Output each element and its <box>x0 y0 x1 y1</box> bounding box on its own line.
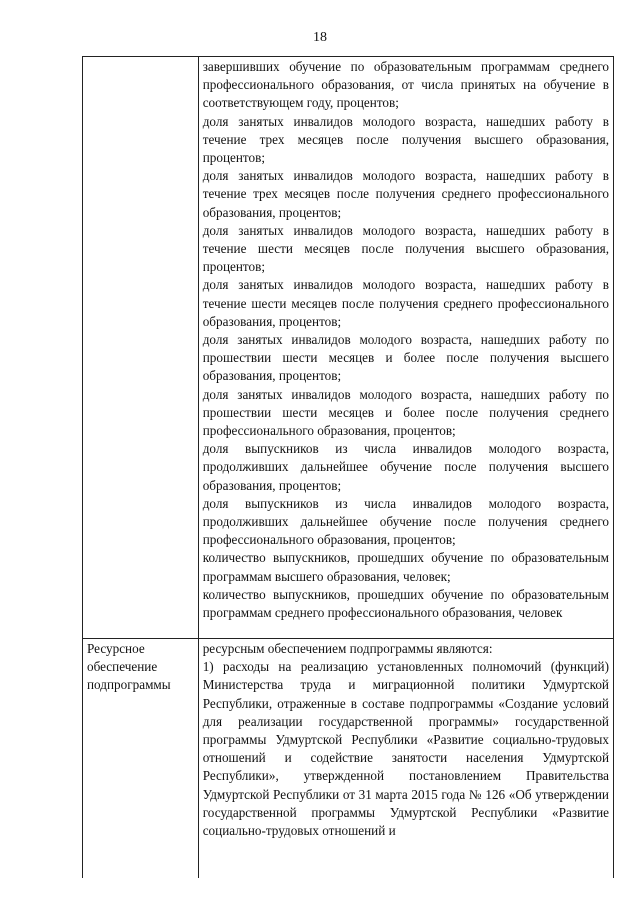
table-cell-content <box>198 639 613 879</box>
paragraph: доля занятых инвалидов молодого возраста, нашедших работу по прошествии шести месяцев и более после получения среднего профессионального образования, процентов; <box>202 386 609 439</box>
page-number: 18 <box>313 30 327 45</box>
paragraph: доля занятых инвалидов молодого возраста, нашедших работу в течение шести месяцев после получения высшего образования, процентов; <box>202 222 609 275</box>
table-cell-label <box>83 639 199 879</box>
paragraph: 1) расходы на реализацию установленных полномочий (функций) Министерства труда и миграционной политики Удмуртской Республики, отраженные в составе подпрограммы «Создание условий для реализации государственной программы» государственной программы Удмуртской Республики «Развитие социально-трудовых отношений и содействие занятости населения Удмуртской Республики», утвержденной постановлением Правительства Удмуртской Республики от 31 марта 2015 года № 126 «Об утверждении государственной программы Удмуртской Республики «Развитие социально-трудовых отношений и <box>202 659 609 839</box>
paragraph: доля занятых инвалидов молодого возраста, нашедших работу в течение трех месяцев после получения среднего профессионального образования, процентов; <box>202 168 609 220</box>
paragraph: доля занятых инвалидов молодого возраста, нашедших работу в течение трех месяцев после получения высшего образования, процентов; <box>202 113 609 166</box>
table-cell-content <box>198 57 613 639</box>
paragraph: доля занятых инвалидов молодого возраста, нашедших работу по прошествии шести месяцев и более после получения высшего образования, процентов; <box>202 332 609 384</box>
paragraph: доля занятых инвалидов молодого возраста, нашедших работу в течение шести месяцев после получения среднего профессионального образования, процентов; <box>202 277 609 329</box>
table-row-resources <box>83 639 614 879</box>
indicators-text <box>203 58 609 622</box>
paragraph: ресурсным обеспечением подпрограммы являются: <box>202 641 493 656</box>
paragraph: количество выпускников, прошедших обучение по образовательным программам среднего профессионального образования, человек <box>202 586 609 621</box>
resources-text <box>203 640 609 840</box>
paragraph: доля выпускников из числа инвалидов молодого возраста, продолживших дальнейшее обучение после получения среднего профессионального образования, процентов; <box>202 495 609 548</box>
paragraph: завершивших обучение по образовательным программам среднего профессионального образования, от числа принятых на обучение в соответствующем году, процентов; <box>202 59 609 111</box>
passport-table <box>82 56 614 878</box>
paragraph: количество выпускников, прошедших обучение по образовательным программам высшего образования, человек; <box>202 550 609 584</box>
row-label: Ресурсное обеспечение подпрограммы <box>87 641 171 693</box>
table-cell-label <box>83 57 199 639</box>
table-row-indicators <box>83 57 614 639</box>
paragraph: доля выпускников из числа инвалидов молодого возраста, продолживших дальнейшее обучение после получения высшего образования, процентов; <box>202 441 609 493</box>
